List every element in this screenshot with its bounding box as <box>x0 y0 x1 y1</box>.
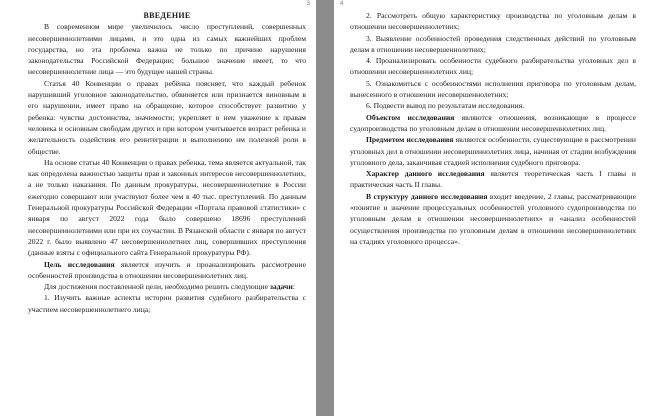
page-gutter <box>316 0 334 416</box>
bold-term: Характер данного исследования <box>366 169 485 179</box>
paragraph <box>350 112 636 135</box>
paragraph: Статья 40 Конвенции о правах ребёнка поясняет, что каждый ребенок нарушивший уголовное законодательство, обвиняется или признается виновным в его нарушении, имеет право на обращение, которое способствует развитию у ребенка: чувства достоинства, значимости; укрепляет в нем уважение к правам человека и основным свободам других и при котором учитывается возраст ребенка и желательность содействия его реинтеграции и выполнению им полезной роли в обществе. <box>28 78 306 156</box>
paragraph <box>350 191 636 247</box>
page-right <box>334 0 650 416</box>
section-title: ВВЕДЕНИЕ <box>143 11 191 20</box>
paragraph-text: : <box>292 282 295 292</box>
paragraph-text: является теоретическая часть I главы и практическая часть II главы. <box>350 169 636 190</box>
bold-term: Предметом исследования <box>366 135 454 145</box>
bold-term: В структуру данного исследования <box>366 191 488 201</box>
paragraph-text: является изучить и проанализировать рассмотрение особенностей производства в отношении несовершеннолетних лиц. <box>28 259 306 280</box>
page-body <box>350 10 636 247</box>
page-left <box>0 0 316 416</box>
bold-term: Цель исследования <box>44 259 115 269</box>
paragraph-text: являются особенности, существующие в рассмотрении уголовных дел в отношении несовершеннолетних лица, начиная от стадии возбуждения уголовного дела, заканчивая стадией исполнения судебного приговора. <box>350 135 636 167</box>
page-body <box>28 10 306 315</box>
paragraph: На основе статьи 40 Конвенции о правах ребенка, тема является актуальной, так как определена важностью защиты прав и законных интересов несовершеннолетних, а не только наказания. По данным прокуратуры, несовершеннолетние в России ежегодно совершают или участвуют более чем в 40 тыс. преступлений. По данным Генеральной прокуратуры Российской Федерации «Портала правовой статистики» с января по август 2022 года было совершено 18696 преступлений несовершеннолетними или при их соучастии. В Рязанской области с января по август 2022 г. было выявлено 47 несовершеннолетних лиц, совершивших преступления (данные взяты с официального сайта Генеральной прокуратуры РФ). <box>28 157 306 258</box>
paragraph-text: Для достижения поставленной цели, необходимо решить следующие <box>44 282 268 292</box>
page-number: 4 <box>340 1 344 7</box>
paragraph-text: входит введение, 2 главы, рассматривающие «понятие и значение процессуальных особенностей уголовного судопроизводства по уголовным делам в отношении несовершеннолетних» и «анализ особенностей осуществления производства по уголовным делам в отношении несовершеннолетних на стадиях уголовного процесса». <box>350 191 636 246</box>
paragraph-text: являются отношения, возникающие в процессе судопроизводства по уголовным делам в отношении несовершеннолетних лиц. <box>350 112 636 133</box>
paragraph <box>28 281 306 292</box>
list-item: 3. Выявление особенностей проведения следственных действий по уголовным делам в отношении несовершеннолетних; <box>350 33 636 54</box>
paragraph <box>28 259 306 282</box>
page-number: 3 <box>306 1 310 7</box>
paragraph <box>350 168 636 191</box>
list-item: 6. Подвести вывод по результатам исследования. <box>366 101 525 111</box>
list-item: 2. Рассмотреть общую характеристику производства по уголовным делам в отношении несовершеннолетних; <box>350 11 636 32</box>
list-item: 1. Изучить важные аспекты истории развития судебного разбирательства с участием несовершеннолетнего лица; <box>28 293 306 314</box>
bold-term: Объектом исследования <box>366 112 455 122</box>
paragraph <box>350 134 636 168</box>
list-item: 5. Ознакомиться с особенностями исполнения приговора по уголовным делам, вынесенного в отношении несовершеннолетних; <box>350 78 636 100</box>
paragraph: В современном мире увеличилось число преступлений, совершенных несовершеннолетними лицами, и это одна из самых важнейших проблем государства, но эта проблема важна не только по причине нарушения законодательства Российской Федерации; большое значение имеет, то что несовершеннолетние лица — это будущее нашей страны. <box>28 22 306 77</box>
bold-term: задачи <box>269 282 293 292</box>
list-item: 4. Проанализировать особенности судебного разбирательства уголовных дел в отношении несовершеннолетних лиц; <box>350 56 636 77</box>
